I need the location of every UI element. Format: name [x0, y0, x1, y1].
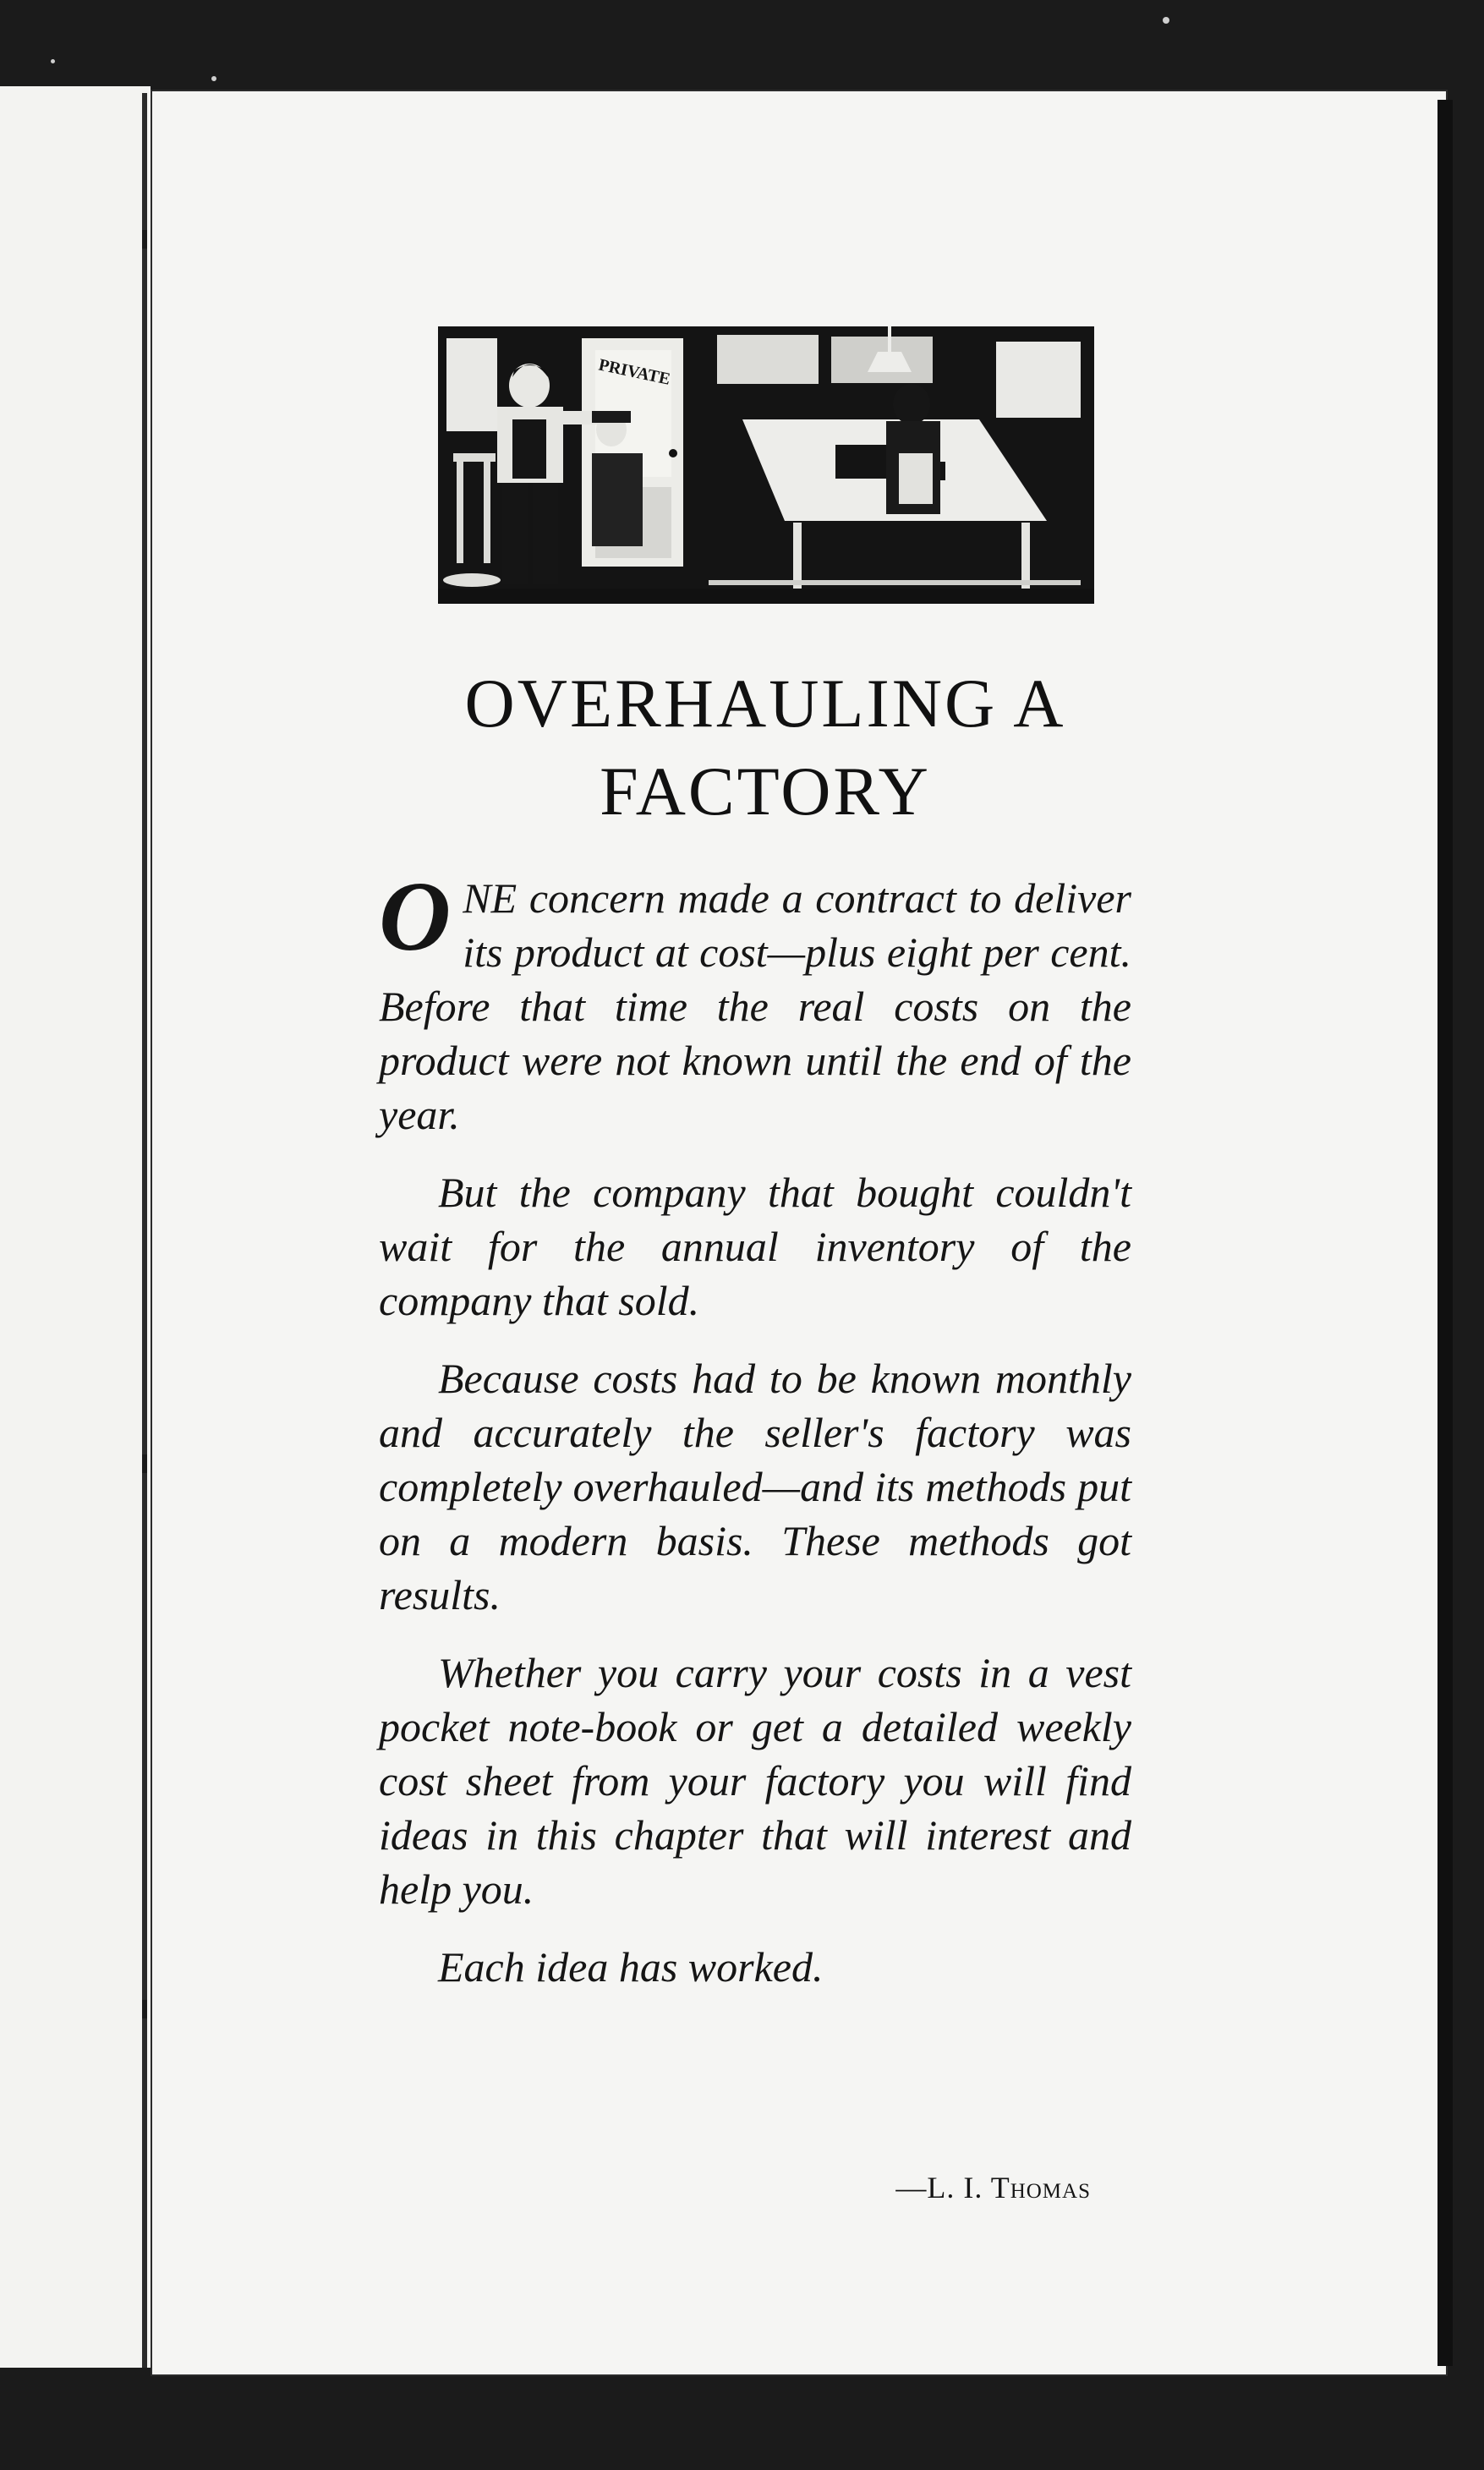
- paragraph-1-text: concern made a contract to deliver its product at cost—plus eight per cent. Before that time the real costs on the product were not known until the end of the year.: [379, 874, 1131, 1138]
- paragraph-1: [379, 861, 1131, 1142]
- title-line-1: OVERHAULING A: [464, 665, 1066, 742]
- paragraph-2: But the company that bought couldn't wait for the annual inventory of the company that sold.: [379, 1169, 1131, 1324]
- margin-mark: [142, 230, 147, 249]
- author-signature: —L. I. Thomas: [895, 2171, 1091, 2204]
- page-edge-shadow: [1437, 100, 1453, 2366]
- drop-cap: O: [379, 861, 452, 972]
- door-sign-text: PRIVATE: [596, 355, 672, 389]
- left-page: [0, 86, 151, 2368]
- paragraph-3: Because costs had to be known monthly and accurately the seller's factory was completely overhauled—and its methods put on a modern basis. These methods got results.: [379, 1355, 1131, 1618]
- paragraph-4: Whether you carry your costs in a vest pocket note-book or get a detailed weekly cost sheet from your factory you will find ideas in this chapter that will interest and help you.: [379, 1649, 1131, 1913]
- scan-speck: [51, 59, 55, 63]
- lead-word: NE: [463, 874, 517, 922]
- title-line-2: FACTORY: [600, 753, 931, 830]
- paragraph-5: Each idea has worked.: [438, 1943, 824, 1991]
- margin-mark: [142, 1454, 147, 1473]
- margin-mark: [142, 2000, 147, 2018]
- scan-speck: [1163, 17, 1169, 24]
- page-title: [372, 660, 1158, 835]
- page-gutter: [142, 93, 147, 2368]
- scan-speck: [211, 76, 216, 81]
- article-body: [379, 861, 1131, 2018]
- factory-woodcut-illustration: [438, 326, 1094, 604]
